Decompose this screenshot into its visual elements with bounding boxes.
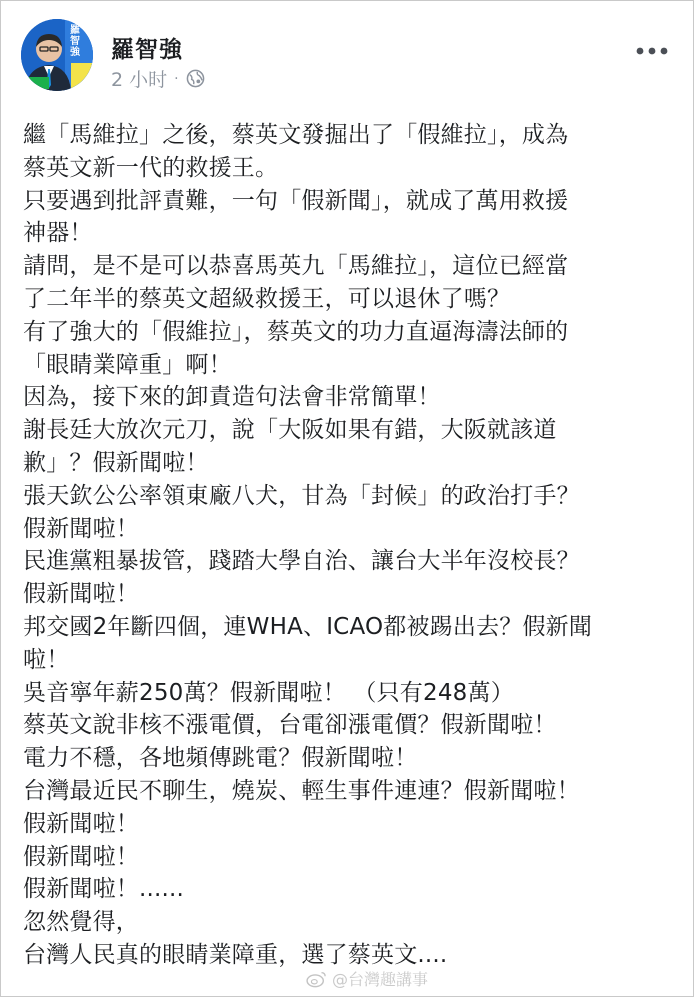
post-text-line: 蔡英文說非核不漲電價，台電卻漲電價？假新聞啦！	[23, 712, 557, 739]
post-text-line: 「眼睛業障重」啊！	[23, 351, 232, 378]
avatar[interactable]	[21, 19, 93, 91]
post-text-line: 神器！	[23, 220, 93, 247]
post-text-line: 民進黨粗暴拔管，踐踏大學自治、讓台大半年沒校長？	[23, 548, 580, 575]
watermark	[306, 967, 428, 990]
post-text-line: 歉」？假新聞啦！	[23, 449, 209, 476]
post-text	[23, 119, 673, 972]
post-text-line: 假新聞啦！	[23, 843, 139, 870]
author-name[interactable]: 羅智強	[111, 37, 183, 63]
avatar-portrait	[21, 19, 93, 91]
avatar-badge: 羅智強	[70, 25, 80, 58]
post-text-line: 假新聞啦！	[23, 810, 139, 837]
watermark-text: @台灣趣講事	[332, 970, 429, 989]
post-header	[1, 1, 694, 101]
meta-separator: ·	[174, 70, 179, 87]
post-text-line: 繼「馬維拉」之後，蔡英文發掘出了「假維拉」，成為	[23, 122, 569, 148]
post-text-line: 電力不穩，各地頻傳跳電？假新聞啦！	[23, 745, 418, 772]
post-text-line: 謝長廷大放次元刀，說「大阪如果有錯，大阪就該道	[23, 417, 557, 444]
globe-icon	[186, 69, 205, 88]
post-text-line: 張天欽公公率領東廠八犬，甘為「封候」的政治打手？	[23, 482, 580, 509]
post-text-line: 蔡英文新一代的救援王。	[23, 154, 279, 181]
post-text-line: 台灣最近民不聊生，燒炭、輕生事件連連？假新聞啦！	[23, 777, 580, 804]
post-text-line: 有了強大的「假維拉」，蔡英文的功力直逼海濤法師的	[23, 318, 569, 345]
post-text-line: 吳音寧年薪250萬？假新聞啦！ （只有248萬）	[23, 679, 514, 706]
post-text-line: 了二年半的蔡英文超級救援王，可以退休了嗎？	[23, 285, 511, 312]
weibo-icon	[306, 970, 328, 988]
post-text-line: 假新聞啦！......	[23, 876, 185, 903]
post-text-line: 只要遇到批評責難，一句「假新聞」，就成了萬用救援	[23, 187, 569, 214]
post-meta	[111, 65, 205, 92]
post-text-line: 忽然覺得，	[23, 909, 139, 936]
post-text-line: 啦！	[23, 646, 70, 673]
post-text-line: 假新聞啦！	[23, 515, 139, 542]
post-text-line: 台灣人民真的眼睛業障重，選了蔡英文....	[23, 941, 448, 968]
post-text-line: 假新聞啦！	[23, 581, 139, 608]
more-options-button[interactable]	[635, 43, 669, 59]
ellipsis-icon	[635, 43, 669, 59]
post-text-line: 邦交國2年斷四個，連WHA、ICAO都被踢出去？假新聞	[23, 613, 593, 640]
post-text-line: 請問，是不是可以恭喜馬英九「馬維拉」，這位已經當	[23, 253, 569, 280]
post-timestamp[interactable]: 2 小时	[111, 69, 168, 91]
post-text-line: 因為，接下來的卸責造句法會非常簡單！	[23, 384, 441, 411]
